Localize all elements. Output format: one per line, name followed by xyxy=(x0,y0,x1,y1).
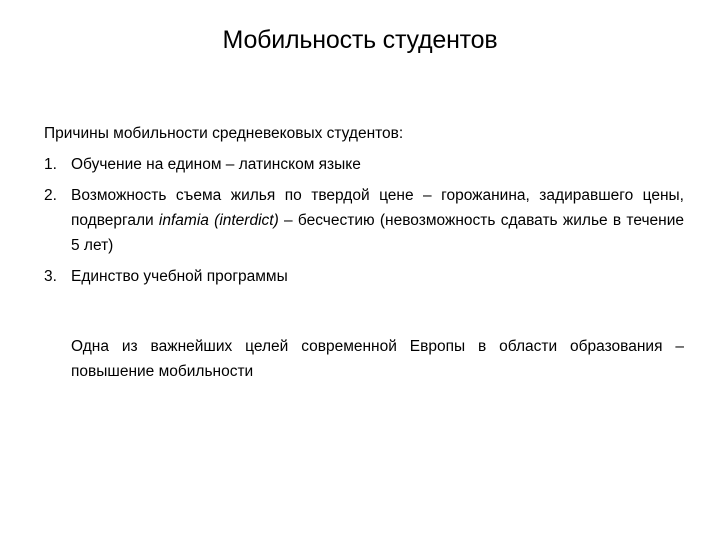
list-item-text-start: Возможность съема жилья по твердой цене – горожанина, задиравшего цены, подвергали xyxy=(71,187,684,229)
list-item xyxy=(44,152,684,177)
conclusion-text: Одна из важнейших целей современной Европы в области образования – повышение мобильности xyxy=(71,338,684,380)
list-item-text: Единство учебной программы xyxy=(71,268,288,285)
latin-term: infamia (interdict) xyxy=(158,212,279,229)
slide-title: Мобильность студентов xyxy=(222,26,498,54)
list-item-number: 2. xyxy=(44,187,57,204)
list-item xyxy=(44,183,684,258)
list-item-text: Обучение на едином – латинском языке xyxy=(71,156,361,173)
intro-text: Причины мобильности средневековых студентов: xyxy=(44,125,404,142)
list-item xyxy=(44,264,684,289)
list-item-text-end: – бесчестию (невозможность сдавать жилье в течение 5 лет) xyxy=(71,212,684,254)
list-item-number: 3. xyxy=(44,268,57,285)
list-item-number: 1. xyxy=(44,156,57,173)
slide-content xyxy=(44,121,684,384)
list-item-text xyxy=(71,187,684,254)
reasons-list xyxy=(44,152,684,289)
